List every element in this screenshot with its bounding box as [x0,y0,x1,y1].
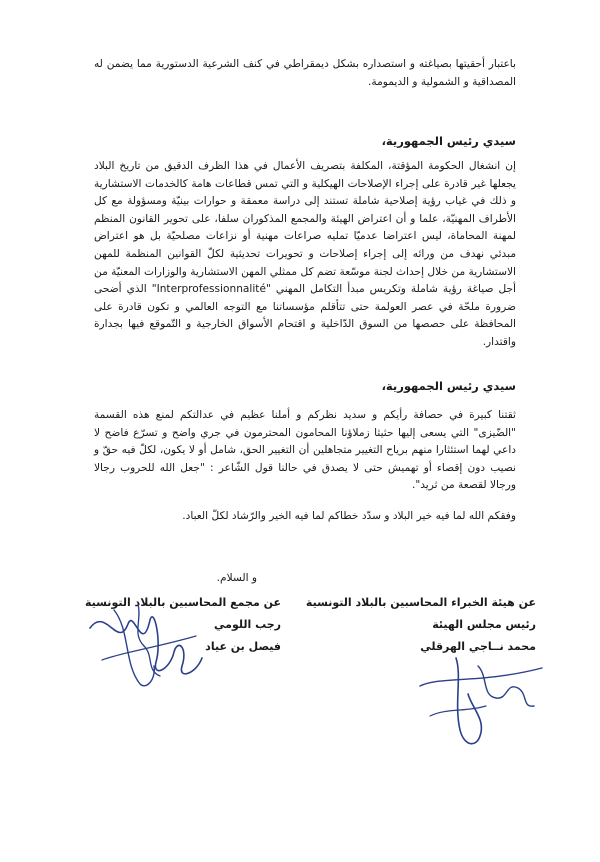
handwritten-signature-left [84,600,214,692]
signatory-name: رجب اللومي [214,618,281,631]
signatory-organization: عن مجمع المحاسبين بالبلاد التونسية [84,596,281,609]
paragraph-trust: ثقتنا كبيرة في حصافة رأيكم و سديد نظركم و أملنا عظيم في عدالتكم لمنع هذه القسمة "الضّيزى" التي يسعى إليها حثيثا زملاؤنا المحامون المحترمون في جري واضح و تسرّع فاضح لا داعي لهما استئثارا منهم برياح التغيير متجاهلين أن التغيير الحق، شامل أو لا يكون، لكلّ فيه حقّ و نصيب دون إقصاء أو تهميش حتى لا يصدق في حالنا قول الشّاعر : "جعل الله للحروب رجالا ورجالا لقصعة من ثريد". [94,409,516,492]
salutation-heading-1: سيدي رئيس الجمهورية، [381,134,516,148]
paragraph-intro: باعتبار أحقيتها بصياغته و استصداره بشكل ديمقراطي في كنف الشرعية الدستورية مما يضمن له المصداقية و الشمولية و الديمومة. [94,58,516,88]
salutation-heading-2: سيدي رئيس الجمهورية، [381,379,516,393]
paragraph-wishes: وفقكم الله لما فيه خير البلاد و سدّد خطاكم لما فيه الخير والرّشاد لكلّ العباد. [182,510,516,522]
signatory-organization: عن هيئة الخبراء المحاسبين بالبلاد التونسية [305,596,536,609]
handwritten-signature-right [410,646,550,756]
closing-greeting: و السلام. [216,572,257,584]
signatory-name: فيصل بن عياد [205,640,281,653]
paragraph-main: إن انشغال الحكومة المؤقتة، المكلفة بتصريف الأعمال في هذا الظرف الدقيق من تاريخ البلاد يجعلها غير قادرة على إجراء الإصلاحات الهيكلية و التي تمس قطاعات هامة كالخدمات الاستشارية و ذلك في غياب رؤية إصلاحية شاملة تستند إلى دراسة معمقة و حوارات بينيّة ومسؤولة مع كل الأطراف المهنيّة، علما و أن اعتراض الهيئة والمجمع المذكوران سلفا، على تحوير القانون المنظم لمهنة المحاماة، ليس اعتراضا عدميّا تمليه صراعات مهنية أو نزاعات مصلحيّة بل هو اعتراض مبدئي نهدف من ورائه إلى إجراء إصلاحات و تحويرات تحديثية لكلّ القوانين المنظمة للمهن الاستشارية من خلال إحداث لجنة موسّعة تضم كل ممثلي المهن الاستشارية والوزارات المعنيّة من أجل صياغة رؤية شاملة وتكريس مبدأ التكامل المهني "Interprofessionnalité" الذي أضحى ضرورة ملحّة في عصر العولمة حتى تتأقلم مؤسساتنا مع التوجه العالمي و تكون قادرة على المحافظة على حصصها من السوق الدّاخلية و اقتحام الأسواق الخارجية و التّموقع فيها بجدارة واقتدار. [94,160,516,348]
signatory-role: رئيس مجلس الهيئة [432,618,536,631]
signatory-name: محمد نــاجي الهرقلي [420,640,536,653]
